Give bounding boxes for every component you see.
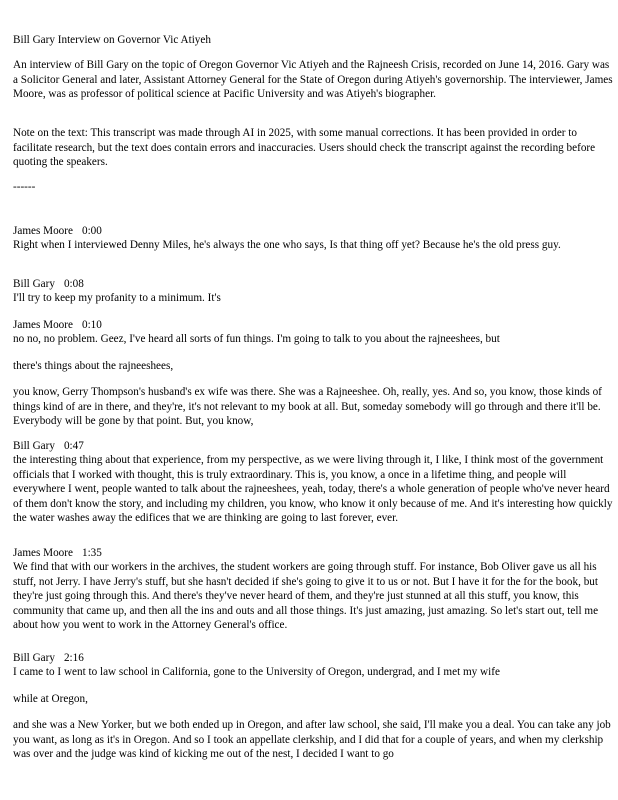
timestamp: 0:00 [81, 225, 102, 237]
utterance-paragraph: there's things about the rajneeshees, [13, 360, 174, 372]
transcript-note: Note on the text: This transcript was made through AI in 2025, with some manual corrections. It has been provided in order to facilitate research, but the text does contain errors and inaccuracies. Users should check the transcript against the recording before quoting the speakers. [13, 127, 596, 169]
speaker-name: Bill Gary [13, 278, 55, 290]
timestamp: 0:08 [63, 278, 84, 290]
speaker-name: James Moore [13, 225, 73, 237]
utterance-paragraph: I'll try to keep my profanity to a minimum. It's [13, 292, 221, 304]
intro-paragraph: An interview of Bill Gary on the topic of Oregon Governor Vic Atiyeh and the Rajneesh Crisis, recorded on June 14, 2016. Gary was a Solicitor General and later, Assistant Attorney General for the State of Oregon during Atiyeh's governorship. The interviewer, James Moore, was as professor of political science at Pacific University and was Atiyeh's biographer. [13, 59, 613, 101]
utterance-paragraph: We find that with our workers in the archives, the student workers are going through stuff. For instance, Bob Oliver gave us all his stuff, not Jerry. I have Jerry's stuff, but she hasn't decided if she's going to give it to us or not. But I have it for the for the book, but they're just going through this. And there's they've never heard of them, and they're just stunned at all this stuff, you know, this community that came up, and then all the ins and outs and all those things. It's just amazing, just amazing. So let's start out, tell me about how you went to work in the Attorney General's office. [13, 561, 599, 632]
speaker-name: Bill Gary [13, 652, 55, 664]
speaker-name: James Moore [13, 547, 73, 559]
timestamp: 0:10 [81, 319, 102, 331]
utterance-paragraph: and she was a New Yorker, but we both ended up in Oregon, and after law school, she said, I'll make you a deal. You can take any job you want, as long as it's in Oregon. And so I took an appellate clerkship, and I did that for a couple of years, and when my clerkship was over and the judge was kind of kicking me out of the nest, I decided I want to go [13, 719, 611, 761]
speaker-label [13, 439, 84, 454]
utterance-paragraph: no no, no problem. Geez, I've heard all sorts of fun things. I'm going to talk to you about the rajneeshees, but [13, 333, 500, 345]
speaker-label [13, 651, 84, 666]
utterance-paragraph: you know, Gerry Thompson's husband's ex wife was there. She was a Rajneeshee. Oh, really, yes. And so, you know, those kinds of things kind of are in there, and they're, it's not relevant to my book at all. But, someday somebody will go through and there it'll be. Everybody will be gone by that point. But, you know, [13, 386, 602, 428]
speaker-name: James Moore [13, 319, 73, 331]
separator-line: ------ [13, 181, 36, 193]
speaker-label [13, 224, 102, 239]
timestamp: 2:16 [63, 652, 84, 664]
document-title: Bill Gary Interview on Governor Vic Atiyeh [13, 34, 211, 46]
speaker-label [13, 546, 102, 561]
speaker-label [13, 277, 84, 292]
timestamp: 0:47 [63, 440, 84, 452]
speaker-label [13, 318, 102, 333]
utterance-paragraph: the interesting thing about that experience, from my perspective, as we were living through it, I like, I think most of the government officials that I worked with thought, this is truly extraordinary. This is, you know, a once in a lifetime thing, and people will everywhere I went, people wanted to talk about the rajneeshees, yeah, today, there's a whole generation of people who've never heard of them don't know the story, and including my children, you know, who know it only because of me. And it's interesting how quickly the water washes away the edifices that we are thinking are going to last forever, ever. [13, 454, 613, 525]
utterance-paragraph: I came to I went to law school in California, gone to the University of Oregon, undergrad, and I met my wife [13, 666, 500, 678]
utterance-paragraph: while at Oregon, [13, 693, 88, 705]
utterance-paragraph: Right when I interviewed Denny Miles, he's always the one who says, Is that thing off yet? Because he's the old press guy. [13, 239, 561, 251]
timestamp: 1:35 [81, 547, 102, 559]
speaker-name: Bill Gary [13, 440, 55, 452]
